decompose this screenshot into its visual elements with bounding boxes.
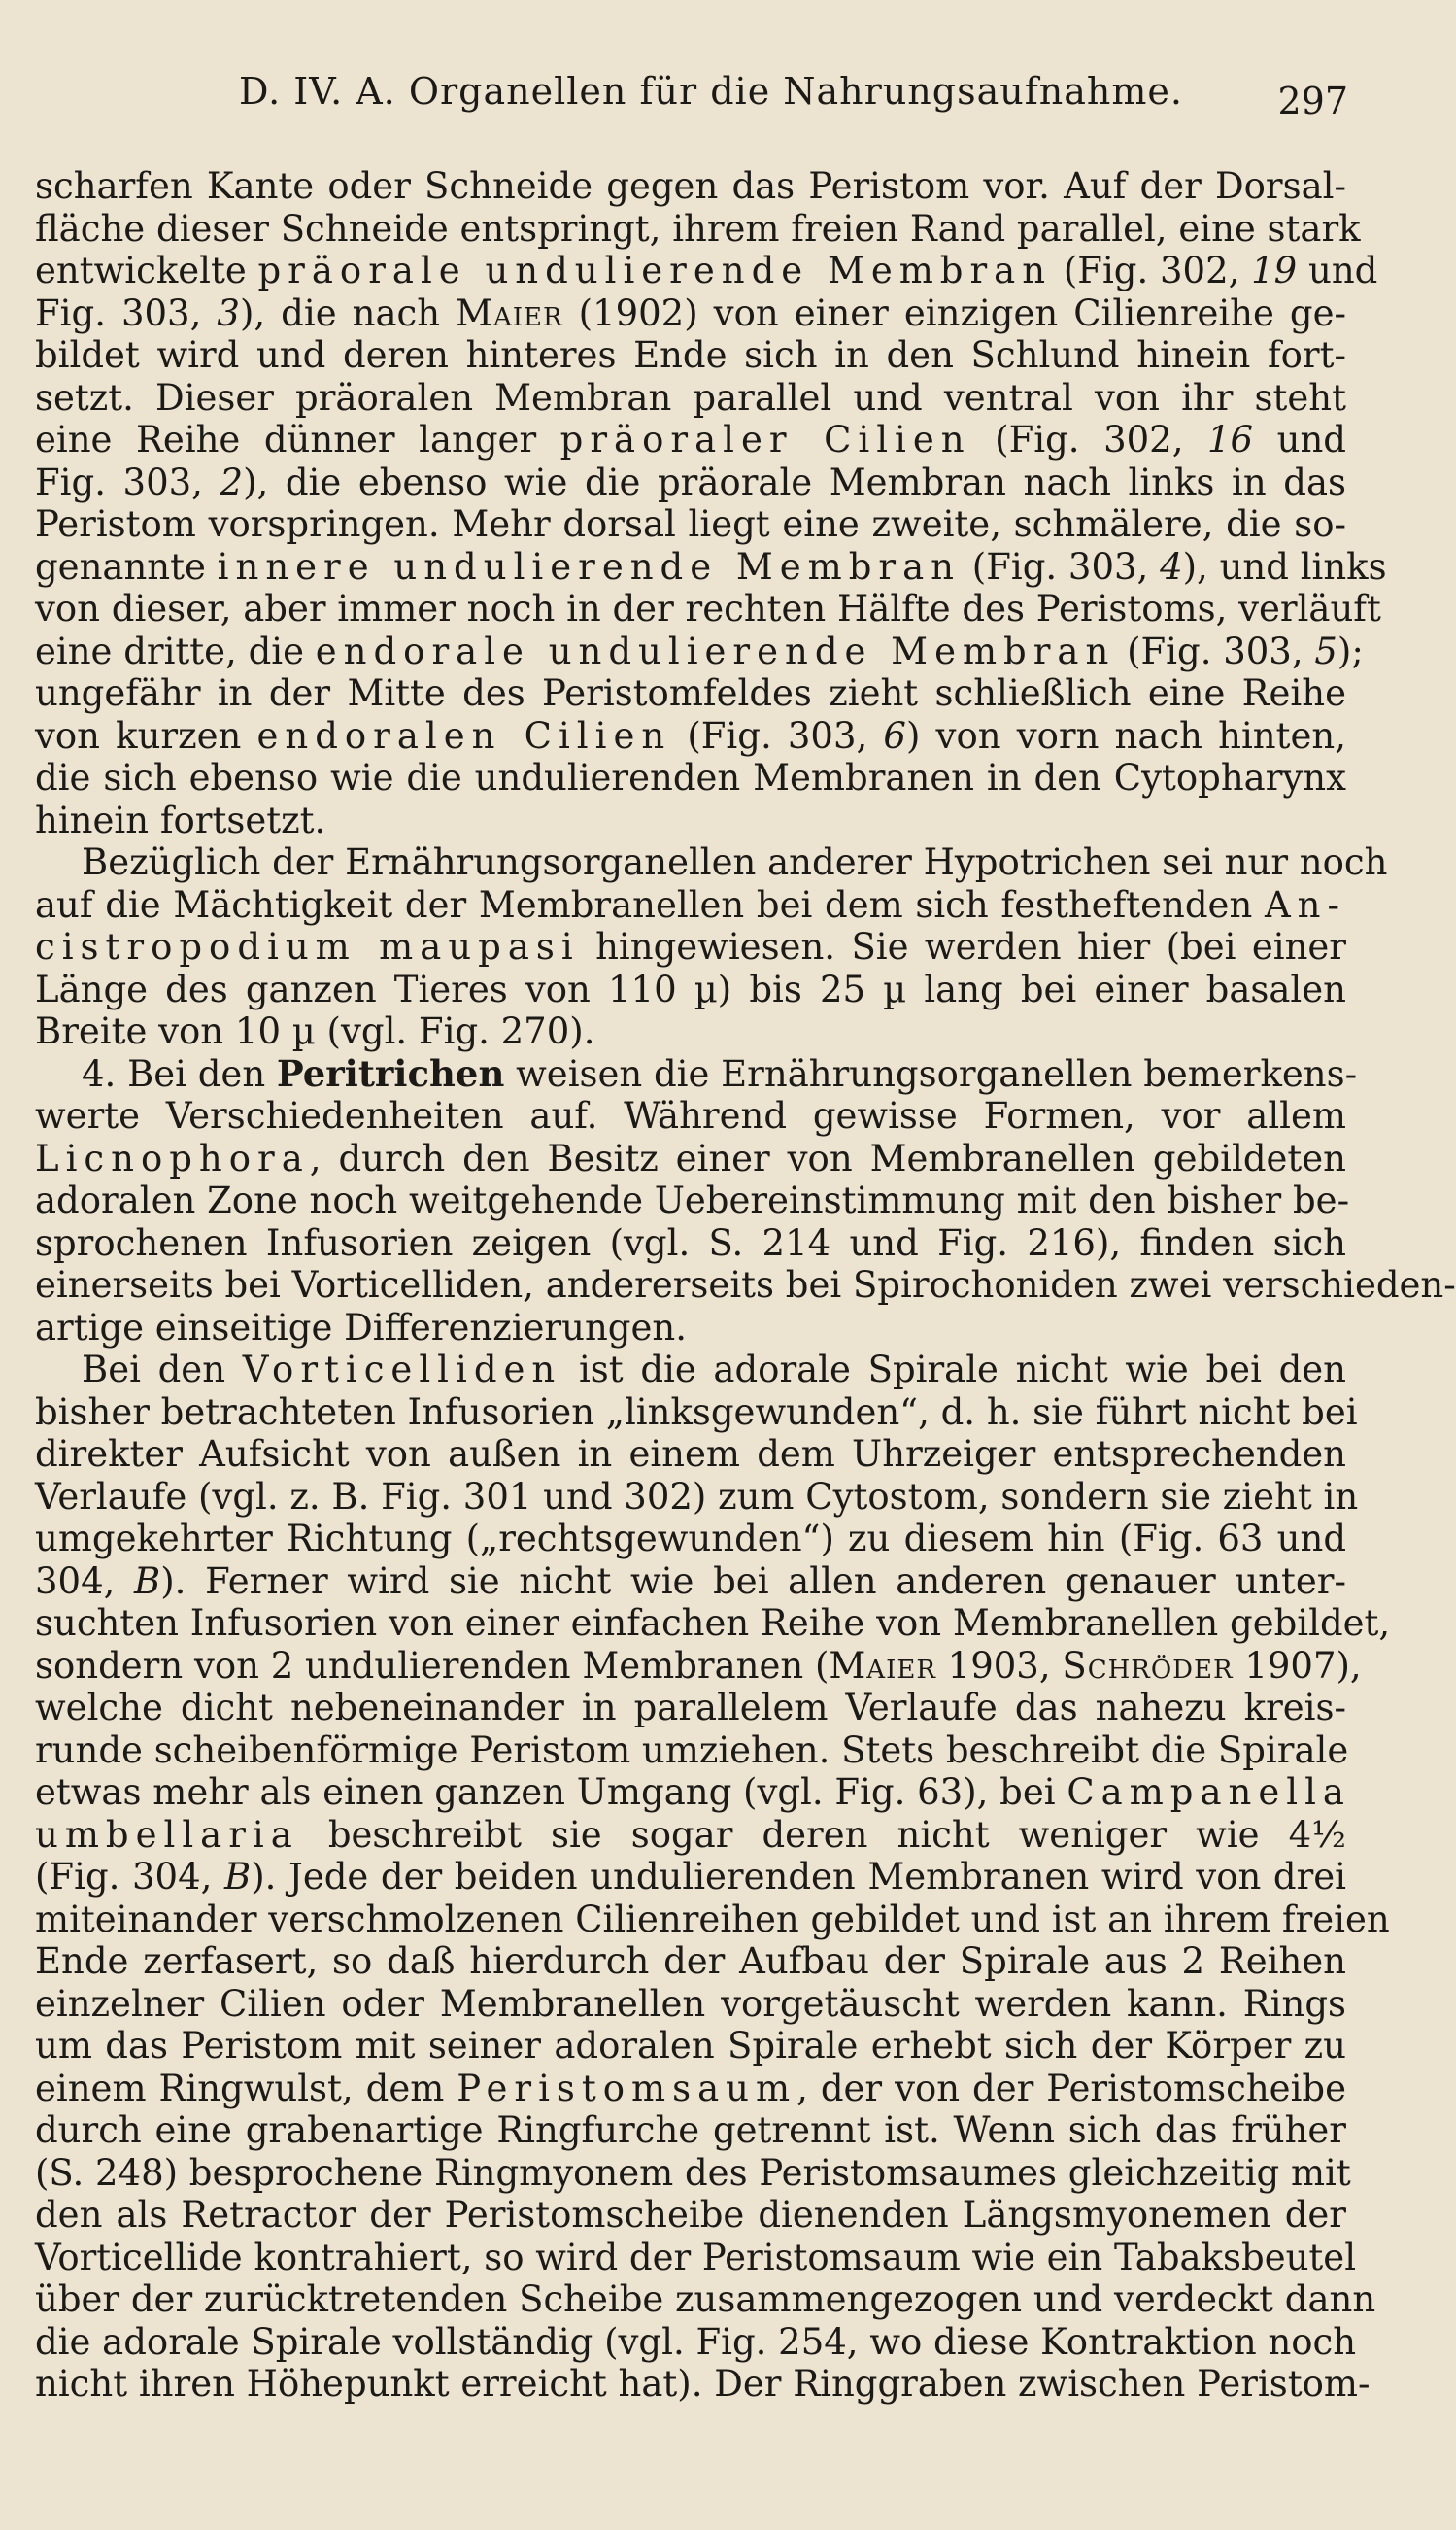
text-run: Fig. 303,: [35, 291, 218, 334]
text-line: [35, 250, 1378, 292]
text-run: ungefähr in der Mitte des Peristomfeldes zieht schließlich eine Reihe: [35, 672, 1346, 714]
text-run: (1902) von einer einzigen Cilienreihe ge-: [562, 291, 1347, 334]
text-line: [35, 2151, 1351, 2195]
text-run: von dieser, aber immer noch in der rechten Hälfte des Peristoms, verläuft: [35, 588, 1381, 630]
text-run: An-: [1264, 883, 1346, 926]
text-run: bisher betrachteten Infusorien „linksgewunden“, d. h. sie führt nicht bei: [35, 1390, 1358, 1433]
page-header: [35, 70, 1348, 138]
text-run: sondern von 2 undulierenden Membranen (: [35, 1644, 830, 1687]
text-line: [35, 1010, 1346, 1053]
text-line: [35, 1728, 1349, 1772]
text-run: Verlaufe (vgl. z. B. Fig. 301 und 302) zum Cytostom, sondern sie zieht in: [35, 1475, 1359, 1518]
text-run: 4. Bei den: [82, 1052, 277, 1095]
text-run: scharfen Kante oder Schneide gegen das Peristom vor. Auf der Dorsal-: [35, 165, 1346, 207]
text-run: artige einseitige Differenzierungen.: [35, 1306, 687, 1349]
text-run: B: [223, 1856, 252, 1898]
text-run: und: [1253, 419, 1346, 461]
text-run: eine dritte, die: [35, 630, 316, 672]
text-run: nicht ihren Höhepunkt erreicht hat). Der Ringgraben zwischen Peristom-: [35, 2363, 1371, 2405]
text-run: 6: [883, 714, 906, 757]
text-run: Ende zerfasert, so daß hierdurch der Aufbau der Spirale aus 2 Reihen: [35, 1940, 1346, 1982]
text-run: die sich ebenso wie die undulierenden Membranen in den Cytopharynx: [35, 757, 1346, 799]
text-line: [35, 1222, 1346, 1265]
text-line: [35, 1390, 1358, 1434]
text-line: [35, 1433, 1346, 1476]
text-line: [35, 1814, 1346, 1857]
text-run: 19: [1251, 250, 1298, 291]
text-line: [35, 2194, 1346, 2237]
text-run: Fig. 303,: [35, 461, 220, 503]
text-run: 5: [1314, 630, 1337, 672]
body-text: [35, 165, 1456, 2406]
text-run: die adorale Spirale vollständig (vgl. Fig. 254, wo diese Kontraktion noch: [35, 2320, 1357, 2363]
page-number: 297: [1277, 80, 1348, 122]
text-run: durch eine grabenartige Ringfurche getrennt ist. Wenn sich das früher: [35, 2109, 1346, 2151]
text-run: Vorticelliden: [242, 1349, 562, 1390]
text-line: [35, 1898, 1390, 1941]
text-run: ist die adorale Spirale nicht wie bei den: [561, 1349, 1347, 1390]
text-run: 3: [217, 291, 240, 334]
text-run: genannte: [35, 545, 218, 588]
text-line: [35, 1687, 1346, 1729]
text-run: 1907),: [1233, 1644, 1362, 1687]
text-line: [35, 757, 1346, 800]
text-line: [35, 377, 1346, 420]
text-run: Maier: [829, 1644, 936, 1687]
text-line: [35, 2236, 1357, 2279]
text-line: [35, 2109, 1346, 2152]
text-line: [35, 165, 1346, 208]
text-run: präoraler Cilien: [559, 419, 971, 461]
text-line: [35, 1560, 1346, 1603]
text-line: [35, 207, 1361, 251]
text-run: Peritrichen: [276, 1051, 505, 1095]
text-run: runde scheibenförmige Peristom umziehen. Stets beschreibt die Spirale: [35, 1728, 1349, 1771]
text-line: [35, 1051, 1358, 1096]
running-head: D. IV. A. Organellen für die Nahrungsaufnahme.: [239, 70, 1183, 113]
text-line: [35, 2278, 1376, 2321]
text-run: umgekehrter Richtung („rechtsgewunden“) zu diesem hin (Fig. 63 und: [35, 1518, 1346, 1559]
text-run: suchten Infusorien von einer einfachen Reihe von Membranellen gebildet,: [35, 1602, 1391, 1644]
text-line: [35, 334, 1346, 377]
text-line: [35, 841, 1388, 884]
text-line: [35, 462, 1346, 504]
text-run: B: [134, 1559, 161, 1602]
text-run: welche dicht nebeneinander in parallelem Verlaufe das nahezu kreis-: [35, 1687, 1346, 1728]
text-run: sprochenen Infusorien zeigen (vgl. S. 214 und Fig. 216), finden sich: [35, 1221, 1346, 1264]
text-line: [35, 1602, 1391, 1645]
text-line: [35, 1940, 1346, 1983]
text-run: ), die nach: [239, 291, 457, 334]
text-run: Schröder: [1062, 1644, 1234, 1687]
text-run: Breite von 10 µ (vgl. Fig. 270).: [35, 1010, 595, 1052]
text-run: );: [1337, 630, 1364, 672]
text-run: bildet wird und deren hinteres Ende sich in den Schlund hinein fort-: [35, 334, 1346, 376]
text-line: [35, 419, 1346, 462]
text-run: 2: [220, 461, 244, 503]
text-line: [35, 630, 1364, 673]
text-run: , der von der Peristomscheibe: [796, 2067, 1346, 2109]
text-line: [35, 800, 1346, 842]
text-run: (Fig. 303,: [671, 714, 884, 757]
text-run: um das Peristom mit seiner adoralen Spirale erhebt sich der Körper zu: [35, 2025, 1346, 2067]
text-line: [35, 2068, 1346, 2110]
text-run: einerseits bei Vorticelliden, andererseits bei Spirochoniden zwei verschieden-: [35, 1264, 1456, 1306]
text-line: [35, 1518, 1346, 1560]
text-line: [35, 503, 1346, 546]
text-run: präorale undulierende Membran: [257, 250, 1053, 291]
text-run: von kurzen: [35, 714, 257, 757]
text-run: über der zurücktretenden Scheibe zusammengezogen und verdeckt dann: [35, 2278, 1376, 2320]
text-run: entwickelte: [35, 250, 258, 291]
text-line: [35, 545, 1387, 589]
text-line: [35, 884, 1346, 927]
text-run: Peristomsaum: [457, 2067, 797, 2109]
text-run: 304,: [35, 1559, 135, 1602]
text-run: (Fig. 304,: [35, 1856, 224, 1898]
text-run: hingewiesen. Sie werden hier (bei einer: [579, 926, 1346, 968]
text-run: einzelner Cilien oder Membranellen vorgetäuscht werden kann. Rings: [35, 1982, 1346, 2025]
text-line: [35, 588, 1381, 631]
text-line: [35, 1771, 1351, 1814]
text-run: (Fig. 303,: [961, 545, 1161, 588]
text-line: [35, 969, 1346, 1011]
text-line: [35, 715, 1346, 758]
text-run: (Fig. 302,: [970, 419, 1208, 461]
text-run: direkter Aufsicht von außen in einem dem Uhrzeiger entsprechenden: [35, 1433, 1346, 1475]
text-line: [35, 2320, 1357, 2364]
text-run: 1903,: [935, 1644, 1063, 1687]
text-run: ), die ebenso wie die präorale Membran nach links in das: [243, 461, 1346, 503]
text-run: endoralen Cilien: [256, 714, 672, 757]
text-run: ). Ferner wird sie nicht wie bei allen anderen genauer unter-: [160, 1559, 1346, 1602]
text-run: 16: [1207, 419, 1254, 461]
text-run: hinein fortsetzt.: [35, 799, 326, 841]
text-run: miteinander verschmolzenen Cilienreihen gebildet und ist an ihrem freien: [35, 1898, 1390, 1940]
text-run: beschreibt sie sogar deren nicht weniger wie 4½: [298, 1813, 1346, 1856]
text-line: [35, 1264, 1456, 1307]
text-run: einem Ringwulst, dem: [35, 2067, 457, 2109]
text-line: [35, 1180, 1350, 1222]
text-run: den als Retractor der Peristomscheibe dienenden Längsmyonemen der: [35, 2194, 1346, 2236]
text-run: ), und links: [1182, 545, 1387, 588]
text-run: Campanella: [1067, 1771, 1351, 1813]
text-line: [35, 2363, 1371, 2406]
text-run: umbellaria: [35, 1813, 299, 1856]
text-run: (S. 248) besprochene Ringmyonem des Peristomsaumes gleichzeitig mit: [35, 2151, 1351, 2194]
text-run: fläche dieser Schneide entspringt, ihrem freien Rand parallel, eine stark: [35, 207, 1361, 250]
text-run: Länge des ganzen Tieres von 110 µ) bis 25 µ lang bei einer basalen: [35, 968, 1346, 1010]
text-run: Vorticellide kontrahiert, so wird der Peristomsaum wie ein Tabaksbeutel: [35, 2236, 1357, 2278]
text-run: setzt. Dieser präoralen Membran parallel und ventral von ihr steht: [35, 376, 1346, 419]
text-run: endorale undulierende Membran: [315, 630, 1116, 672]
text-run: und: [1297, 250, 1378, 291]
text-run: Bei den: [82, 1349, 243, 1390]
text-line: [35, 1349, 1346, 1391]
text-line: [35, 1983, 1346, 2026]
text-run: 4: [1160, 545, 1183, 588]
text-run: etwas mehr als einen ganzen Umgang (vgl. Fig. 63), bei: [35, 1771, 1067, 1813]
text-run: innere undulierende Membran: [217, 545, 962, 588]
text-run: (Fig. 302,: [1052, 250, 1252, 291]
text-line: [35, 1475, 1359, 1519]
text-run: , durch den Besitz einer von Membranellen gebildeten: [309, 1137, 1346, 1180]
text-run: Licnophora: [35, 1137, 310, 1180]
text-run: ) von vorn nach hinten,: [905, 714, 1346, 757]
text-run: ). Jede der beiden undulierenden Membranen wird von drei: [251, 1856, 1347, 1898]
text-line: [35, 1644, 1362, 1688]
text-run: Maier: [456, 291, 563, 334]
text-line: [35, 292, 1346, 335]
text-run: (Fig. 303,: [1115, 630, 1315, 672]
text-line: [35, 1856, 1346, 1898]
text-run: eine Reihe dünner langer: [35, 419, 560, 461]
text-line: [35, 2025, 1346, 2068]
text-run: cistropodium maupasi: [35, 926, 580, 968]
text-run: Bezüglich der Ernährungsorganellen anderer Hypotrichen sei nur noch: [82, 841, 1388, 883]
text-line: [35, 1307, 1346, 1350]
text-run: adoralen Zone noch weitgehende Uebereinstimmung mit den bisher be-: [35, 1180, 1350, 1221]
text-line: [35, 1138, 1346, 1180]
text-line: [35, 1095, 1346, 1138]
text-run: weisen die Ernährungsorganellen bemerkens-: [504, 1052, 1358, 1095]
text-run: werte Verschiedenheiten auf. Während gewisse Formen, vor allem: [35, 1095, 1346, 1137]
text-run: auf die Mächtigkeit der Membranellen bei dem sich festheftenden: [35, 883, 1265, 926]
text-run: Peristom vorspringen. Mehr dorsal liegt eine zweite, schmälere, die so-: [35, 503, 1346, 545]
text-line: [35, 926, 1346, 969]
text-line: [35, 672, 1346, 715]
